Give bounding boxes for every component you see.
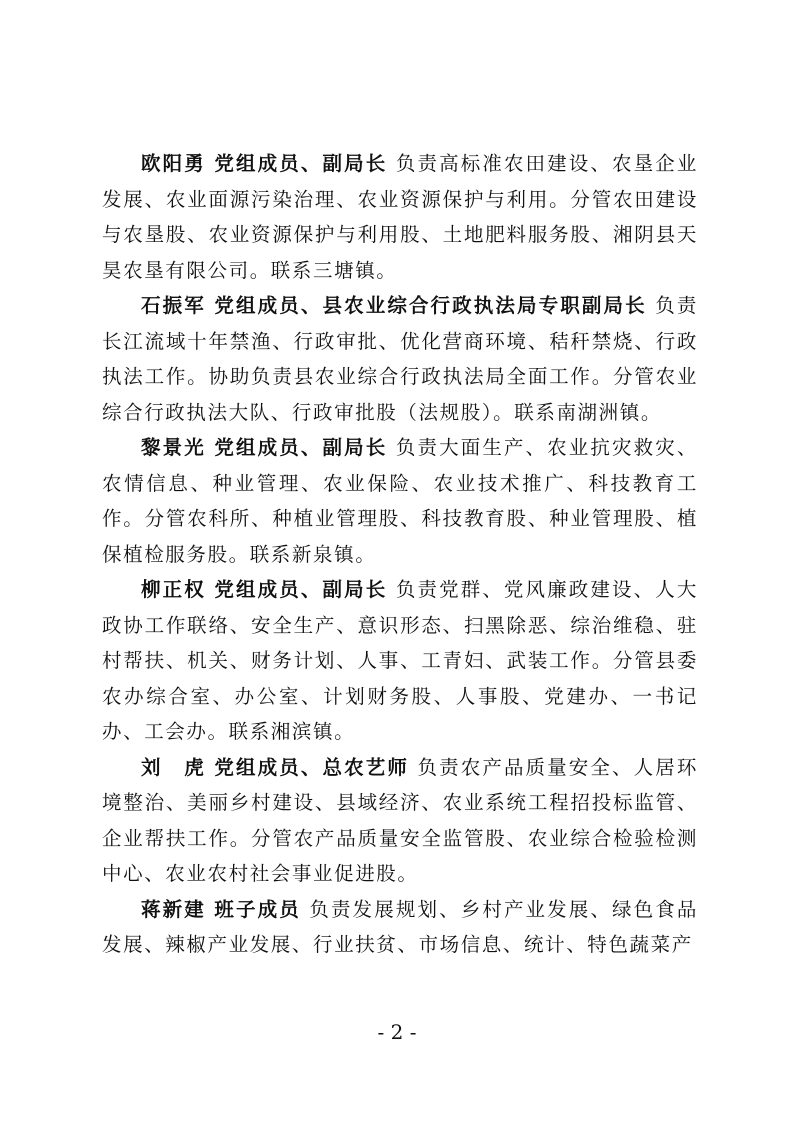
leader-entry-lijingguang: [102, 430, 698, 572]
leader-entry-jiangxinjian: [102, 892, 698, 963]
leader-entry-liuhu: [102, 750, 698, 892]
leader-duties: 负责大面生产、农业抗灾救灾、农情信息、种业管理、农业保险、农业技术推广、科技教育工作。分管农科所、种植业管理股、科技教育股、种业管理股、植保植检服务股。联系新泉镇。: [102, 436, 698, 566]
leader-name: 欧阳勇: [141, 152, 206, 175]
leader-duties: 负责党群、党风廉政建设、人大政协工作联络、安全生产、意识形态、扫黑除恶、综治维稳、驻村帮扶、机关、财务计划、人事、工青妇、武装工作。分管县委农办综合室、办公室、计划财务股、人事股、党建办、一书记办、工会办。联系湘滨镇。: [102, 578, 698, 743]
leader-role: 党组成员、副局长: [213, 578, 388, 601]
leader-role: 党组成员、县农业综合行政执法局专职副局长: [213, 294, 647, 317]
leader-name: 黎景光: [141, 436, 206, 459]
leader-name: 刘 虎: [141, 755, 206, 779]
leader-entry-liuzhengquan: [102, 572, 698, 750]
leader-role: 党组成员、副局长: [213, 152, 388, 175]
leader-entry-shizhenjun: [102, 288, 698, 430]
leader-role: 党组成员、副局长: [213, 436, 388, 459]
document-body: [102, 146, 698, 963]
leader-role: 班子成员: [213, 897, 301, 921]
leader-name: 柳正权: [141, 578, 206, 601]
leader-duties: 负责发展规划、乡村产业发展、绿色食品发展、辣椒产业发展、行业扶贫、市场信息、统计、特色蔬菜产: [102, 897, 698, 956]
leader-duties: 负责高标准农田建设、农垦企业发展、农业面源污染治理、农业资源保护与利用。分管农田建设与农垦股、农业资源保护与利用股、土地肥料服务股、湘阴县天昊农垦有限公司。联系三塘镇。: [102, 152, 698, 282]
page-number: - 2 -: [377, 1020, 417, 1044]
leader-name: 蒋新建: [141, 897, 206, 921]
leader-duties: 负责长江流域十年禁渔、行政审批、优化营商环境、秸秆禁烧、行政执法工作。协助负责县农业综合行政执法局全面工作。分管农业综合行政执法大队、行政审批股（法规股）。联系南湖洲镇。: [102, 294, 698, 424]
leader-entry-ouyangyong: [102, 146, 698, 288]
leader-role: 党组成员、总农艺师: [213, 755, 409, 779]
leader-duties: 负责农产品质量安全、人居环境整治、美丽乡村建设、县域经济、农业系统工程招投标监管、企业帮扶工作。分管农产品质量安全监管股、农业综合检验检测中心、农业农村社会事业促进股。: [102, 755, 698, 885]
leader-name: 石振军: [141, 294, 206, 317]
